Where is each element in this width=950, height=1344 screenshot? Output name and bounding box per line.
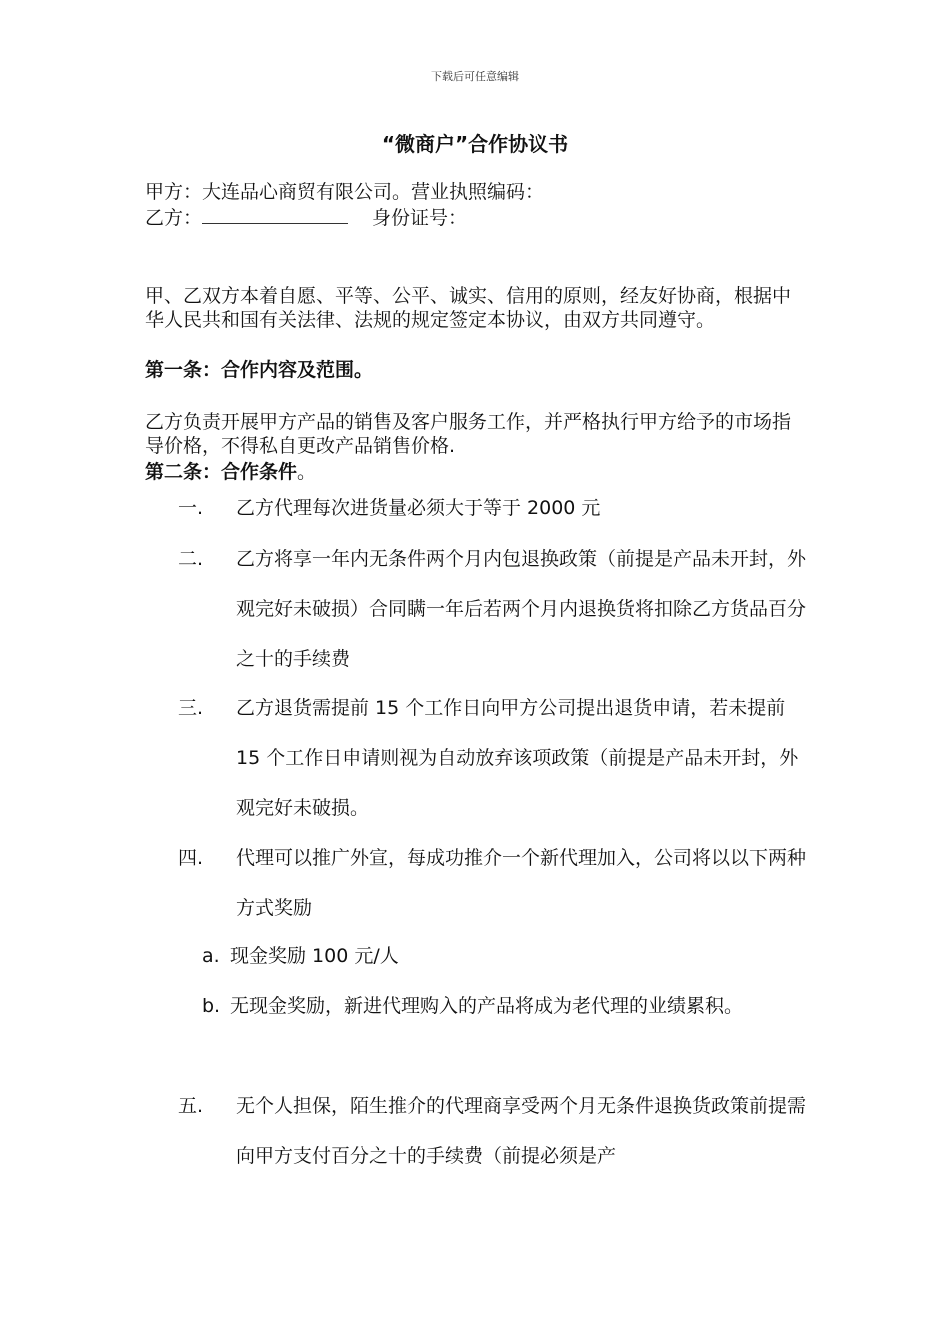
party-b-label: 乙方： [145,207,203,229]
sub-list-item-letter: b. [202,995,221,1017]
list-item-number: 三. [178,697,204,719]
list-item [178,483,810,533]
list-item-number: 四. [178,847,204,869]
party-b-id-label: 身份证号： [372,207,468,229]
article-1-heading-text: 第一条：合作内容及范围。 [145,359,374,381]
list-item [178,534,810,684]
party-a-line: 甲方：大连品心商贸有限公司。营业执照编码： [145,181,545,203]
sub-list-item [202,981,810,1031]
article-1-body: 乙方负责开展甲方产品的销售及客户服务工作，并严格执行甲方给予的市场指导价格，不得私自更改产品销售价格. [145,411,792,457]
sub-list-item-text: 无现金奖励，新进代理购入的产品将成为老代理的业绩累积。 [230,995,744,1017]
list-item-text: 无个人担保，陌生推介的代理商享受两个月无条件退换货政策前提需向甲方支付百分之十的手续费（前提必须是产 [236,1095,807,1167]
party-b-line [145,205,467,231]
list-item [178,1081,810,1181]
list-item-text: 乙方退货需提前 15 个工作日向甲方公司提出退货申请，若未提前 15 个工作日申请则视为自动放弃该项政策（前提是产品未开封，外观完好未破损。 [236,697,799,819]
list-item-text: 乙方代理每次进货量必须大于等于 2000 元 [236,497,601,519]
document-title: “微商户”合作协议书 [381,132,569,156]
article-2-heading [145,460,316,484]
party-b-name-blank [202,205,348,224]
list-item-number: 五. [178,1095,204,1117]
intro-paragraph: 甲、乙双方本着自愿、平等、公平、诚实、信用的原则，经友好协商，根据中华人民共和国有关法律、法规的规定签定本协议，由双方共同遵守。 [145,285,792,331]
sub-list-item [202,931,810,981]
list-item-text: 代理可以推广外宣，每成功推介一个新代理加入，公司将以以下两种方式奖励 [236,847,807,919]
list-item [178,833,810,933]
list-item-number: 二. [178,548,204,570]
sub-list-item-text: 现金奖励 100 元/人 [230,945,399,967]
article-1-heading [145,358,373,382]
list-item [178,683,810,833]
sub-list-item-letter: a. [202,945,220,967]
list-item-number: 一. [178,497,204,519]
list-item-text: 乙方将享一年内无条件两个月内包退换政策（前提是产品未开封，外观完好未破损）合同瞒一年后若两个月内退换货将扣除乙方货品百分之十的手续费 [236,548,807,670]
header-note: 下载后可任意编辑 [431,70,519,83]
article-2-heading-text: 第二条：合作条件 [145,461,298,483]
article-2-heading-tail: 。 [297,461,317,483]
